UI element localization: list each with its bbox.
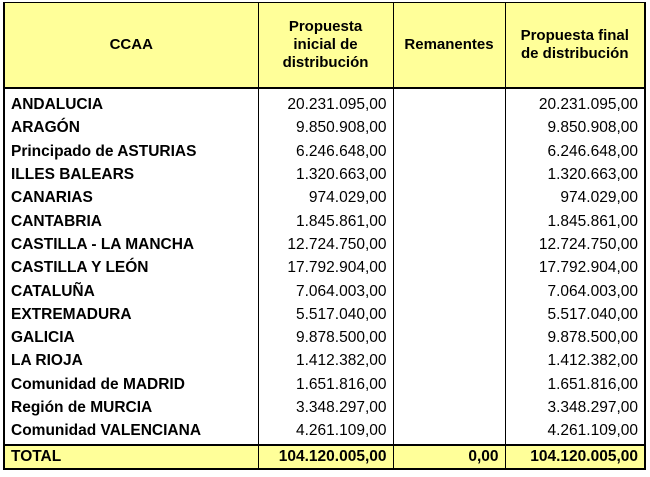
table-row <box>4 88 645 116</box>
table-row <box>4 209 645 232</box>
header-propuesta-inicial-line-3: distribución <box>282 54 369 71</box>
propuesta-final-cell: 20.231.095,00 <box>505 88 645 116</box>
ccaa-cell: Principado de ASTURIAS <box>4 140 258 163</box>
ccaa-cell: CATALUÑA <box>4 279 258 302</box>
propuesta-inicial-cell: 12.724.750,00 <box>258 233 393 256</box>
remanentes-cell <box>393 233 505 256</box>
header-propuesta-inicial-line-1: Propuesta <box>288 18 363 35</box>
propuesta-final-cell: 1.320.663,00 <box>505 163 645 186</box>
remanentes-cell <box>393 256 505 279</box>
propuesta-final-cell: 17.792.904,00 <box>505 256 645 279</box>
table-row <box>4 373 645 396</box>
table-row <box>4 326 645 349</box>
remanentes-cell <box>393 373 505 396</box>
propuesta-inicial-cell: 7.064.003,00 <box>258 279 393 302</box>
propuesta-final-cell: 1.651.816,00 <box>505 373 645 396</box>
ccaa-cell: GALICIA <box>4 326 258 349</box>
propuesta-inicial-cell: 3.348.297,00 <box>258 396 393 419</box>
propuesta-final-cell: 4.261.109,00 <box>505 419 645 445</box>
propuesta-final-cell: 6.246.648,00 <box>505 140 645 163</box>
propuesta-inicial-cell: 5.517.040,00 <box>258 303 393 326</box>
total-label: TOTAL <box>4 445 258 469</box>
propuesta-final-cell: 9.878.500,00 <box>505 326 645 349</box>
header-ccaa: CCAA <box>4 3 258 89</box>
header-propuesta-inicial-line-2: inicial de <box>293 36 358 53</box>
table-row <box>4 349 645 372</box>
propuesta-inicial-cell: 6.246.648,00 <box>258 140 393 163</box>
table-row <box>4 163 645 186</box>
remanentes-cell <box>393 326 505 349</box>
propuesta-inicial-cell: 20.231.095,00 <box>258 88 393 116</box>
table-row <box>4 233 645 256</box>
propuesta-final-cell: 1.412.382,00 <box>505 349 645 372</box>
propuesta-inicial-cell: 1.412.382,00 <box>258 349 393 372</box>
propuesta-final-cell: 5.517.040,00 <box>505 303 645 326</box>
ccaa-cell: ANDALUCIA <box>4 88 258 116</box>
remanentes-cell <box>393 163 505 186</box>
propuesta-inicial-cell: 1.845.861,00 <box>258 209 393 232</box>
distribution-table <box>3 2 646 470</box>
table-row <box>4 116 645 139</box>
remanentes-cell <box>393 303 505 326</box>
header-propuesta-final-line-1: Propuesta final <box>520 27 629 44</box>
propuesta-final-cell: 3.348.297,00 <box>505 396 645 419</box>
ccaa-cell: CANARIAS <box>4 186 258 209</box>
distribution-table-wrapper <box>3 2 646 470</box>
table-row <box>4 140 645 163</box>
remanentes-cell <box>393 116 505 139</box>
propuesta-inicial-cell: 974.029,00 <box>258 186 393 209</box>
ccaa-cell: ILLES BALEARS <box>4 163 258 186</box>
remanentes-cell <box>393 396 505 419</box>
ccaa-cell: Comunidad VALENCIANA <box>4 419 258 445</box>
ccaa-cell: ARAGÓN <box>4 116 258 139</box>
ccaa-cell: EXTREMADURA <box>4 303 258 326</box>
ccaa-cell: LA RIOJA <box>4 349 258 372</box>
total-final: 104.120.005,00 <box>505 445 645 469</box>
header-remanentes: Remanentes <box>393 3 505 89</box>
remanentes-cell <box>393 88 505 116</box>
table-row <box>4 256 645 279</box>
remanentes-cell <box>393 209 505 232</box>
header-row <box>4 3 645 89</box>
ccaa-cell: Región de MURCIA <box>4 396 258 419</box>
propuesta-final-cell: 9.850.908,00 <box>505 116 645 139</box>
table-row <box>4 396 645 419</box>
propuesta-inicial-cell: 1.320.663,00 <box>258 163 393 186</box>
header-propuesta-final <box>505 3 645 89</box>
table-row <box>4 279 645 302</box>
ccaa-cell: CASTILLA Y LEÓN <box>4 256 258 279</box>
remanentes-cell <box>393 140 505 163</box>
propuesta-final-cell: 1.845.861,00 <box>505 209 645 232</box>
propuesta-inicial-cell: 4.261.109,00 <box>258 419 393 445</box>
propuesta-final-cell: 974.029,00 <box>505 186 645 209</box>
remanentes-cell <box>393 186 505 209</box>
header-propuesta-final-line-2: de distribución <box>520 45 629 62</box>
table-footer <box>4 445 645 469</box>
header-propuesta-inicial <box>258 3 393 89</box>
table-header <box>4 3 645 89</box>
total-inicial: 104.120.005,00 <box>258 445 393 469</box>
remanentes-cell <box>393 279 505 302</box>
propuesta-inicial-cell: 1.651.816,00 <box>258 373 393 396</box>
propuesta-inicial-cell: 17.792.904,00 <box>258 256 393 279</box>
propuesta-inicial-cell: 9.878.500,00 <box>258 326 393 349</box>
table-row <box>4 303 645 326</box>
ccaa-cell: CASTILLA - LA MANCHA <box>4 233 258 256</box>
table-row <box>4 419 645 445</box>
remanentes-cell <box>393 349 505 372</box>
total-remanentes: 0,00 <box>393 445 505 469</box>
table-row <box>4 186 645 209</box>
remanentes-cell <box>393 419 505 445</box>
propuesta-final-cell: 7.064.003,00 <box>505 279 645 302</box>
ccaa-cell: Comunidad de MADRID <box>4 373 258 396</box>
propuesta-inicial-cell: 9.850.908,00 <box>258 116 393 139</box>
propuesta-final-cell: 12.724.750,00 <box>505 233 645 256</box>
total-row <box>4 445 645 469</box>
ccaa-cell: CANTABRIA <box>4 209 258 232</box>
table-body <box>4 88 645 445</box>
